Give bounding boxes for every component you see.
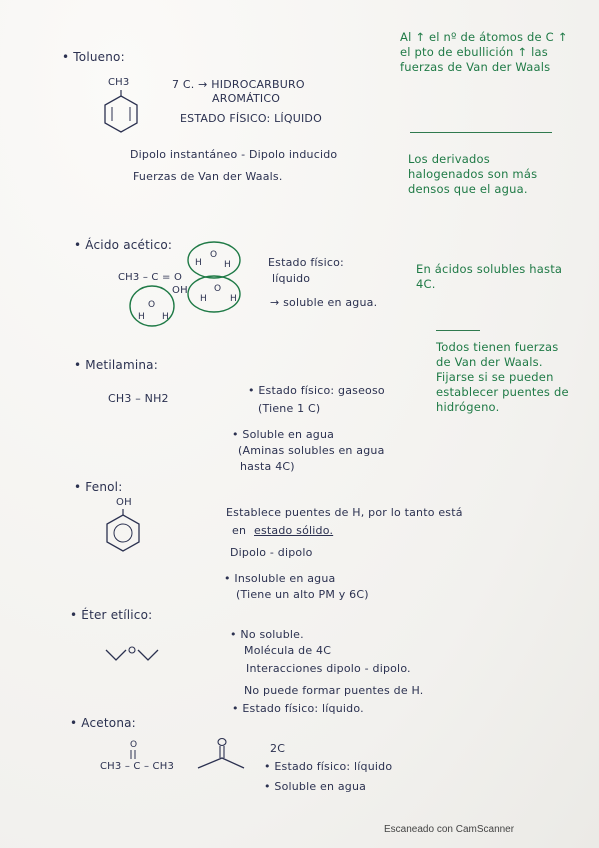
methylamine-state: • Estado físico: gaseoso (248, 384, 385, 397)
phenol-note: (Tiene un alto PM y 6C) (236, 588, 369, 601)
acetic-state-2: líquido (272, 272, 311, 285)
acetone-skeletal-formula (196, 738, 246, 772)
water-h-4: H (230, 294, 237, 304)
water-o-3: O (148, 300, 156, 310)
toluene-carbons: 7 C. → HIDROCARBURO (172, 78, 305, 91)
water-h-2: H (224, 260, 231, 270)
green-note-acids: En ácidos solubles hasta 4C. (416, 262, 563, 291)
acetone-oxygen: O (130, 740, 138, 750)
methylamine-note-2: hasta 4C) (240, 460, 295, 473)
phenol-oh: OH (116, 497, 132, 508)
toluene-benzene-ring (100, 90, 144, 136)
methylamine-carbons: (Tiene 1 C) (258, 402, 321, 415)
water-h-5: H (138, 312, 145, 322)
toluene-state: ESTADO FÍSICO: LÍQUIDO (180, 112, 322, 125)
acetic-oh: OH (172, 285, 188, 296)
green-note-halogenated: Los derivados halogenados son más densos que el agua. (408, 152, 538, 196)
toluene-aromatic: AROMÁTICO (212, 92, 281, 105)
acetic-state-1: Estado físico: (268, 256, 344, 269)
acetone-formula: CH3 – C – CH3 (100, 761, 175, 772)
phenol-bridges-2a: en (232, 524, 247, 537)
green-note-van-der-waals: Todos tienen fuerzas de Van der Waals. Fijarse si se pueden establecer puentes de hidrógeno. (436, 340, 569, 414)
methylamine-title: • Metilamina: (74, 358, 158, 372)
toluene-forces-1: Dipolo instantáneo - Dipolo inducido (130, 148, 338, 161)
ether-title: • Éter etílico: (70, 608, 153, 622)
acetic-soluble: → soluble en agua. (270, 296, 378, 309)
methylamine-formula: CH3 – NH2 (108, 392, 169, 405)
acetone-soluble: • Soluble en agua (264, 780, 367, 793)
phenol-benzene-ring (104, 509, 144, 555)
water-h-1: H (195, 258, 202, 268)
ether-line-2: Molécula de 4C (244, 644, 332, 657)
phenol-title: • Fenol: (74, 480, 123, 494)
scanner-watermark: Escaneado con CamScanner (384, 824, 515, 835)
toluene-ch3-label: CH3 (108, 77, 130, 88)
phenol-bridges-1: Establece puentes de H, por lo tanto está (226, 506, 463, 519)
water-o-2: O (214, 284, 222, 294)
water-h-6: H (162, 312, 169, 322)
phenol-insoluble: • Insoluble en agua (224, 572, 336, 585)
toluene-forces-2: Fuerzas de Van der Waals. (133, 170, 283, 183)
green-note-boiling-point: Al ↑ el nº de átomos de C ↑ el pto de ebullición ↑ las fuerzas de Van der Waals (400, 30, 568, 74)
acetone-state: • Estado físico: líquido (264, 760, 393, 773)
methylamine-note-1: (Aminas solubles en agua (238, 444, 385, 457)
green-divider-2 (436, 330, 480, 331)
water-h-3: H (200, 294, 207, 304)
methylamine-soluble: • Soluble en agua (232, 428, 335, 441)
green-divider-1 (410, 132, 552, 133)
acetone-carbons: 2C (270, 742, 286, 755)
acetic-water-clouds (130, 238, 250, 332)
acetone-double-bond (128, 750, 138, 760)
phenol-dipole: Dipolo - dipolo (230, 546, 313, 559)
acetic-formula: CH3 – C = O (118, 272, 183, 283)
phenol-bridges-2b: estado sólido. (254, 524, 334, 537)
ether-line-3: Interacciones dipolo - dipolo. (246, 662, 411, 675)
acetone-title: • Acetona: (70, 716, 136, 730)
toluene-title: • Tolueno: (62, 50, 125, 64)
ether-line-5: • Estado físico: líquido. (232, 702, 364, 715)
ether-skeletal-formula (104, 644, 162, 664)
ether-line-4: No puede formar puentes de H. (244, 684, 424, 697)
acetic-title: • Ácido acético: (74, 238, 173, 252)
water-o-1: O (210, 250, 218, 260)
ether-line-1: • No soluble. (230, 628, 304, 641)
